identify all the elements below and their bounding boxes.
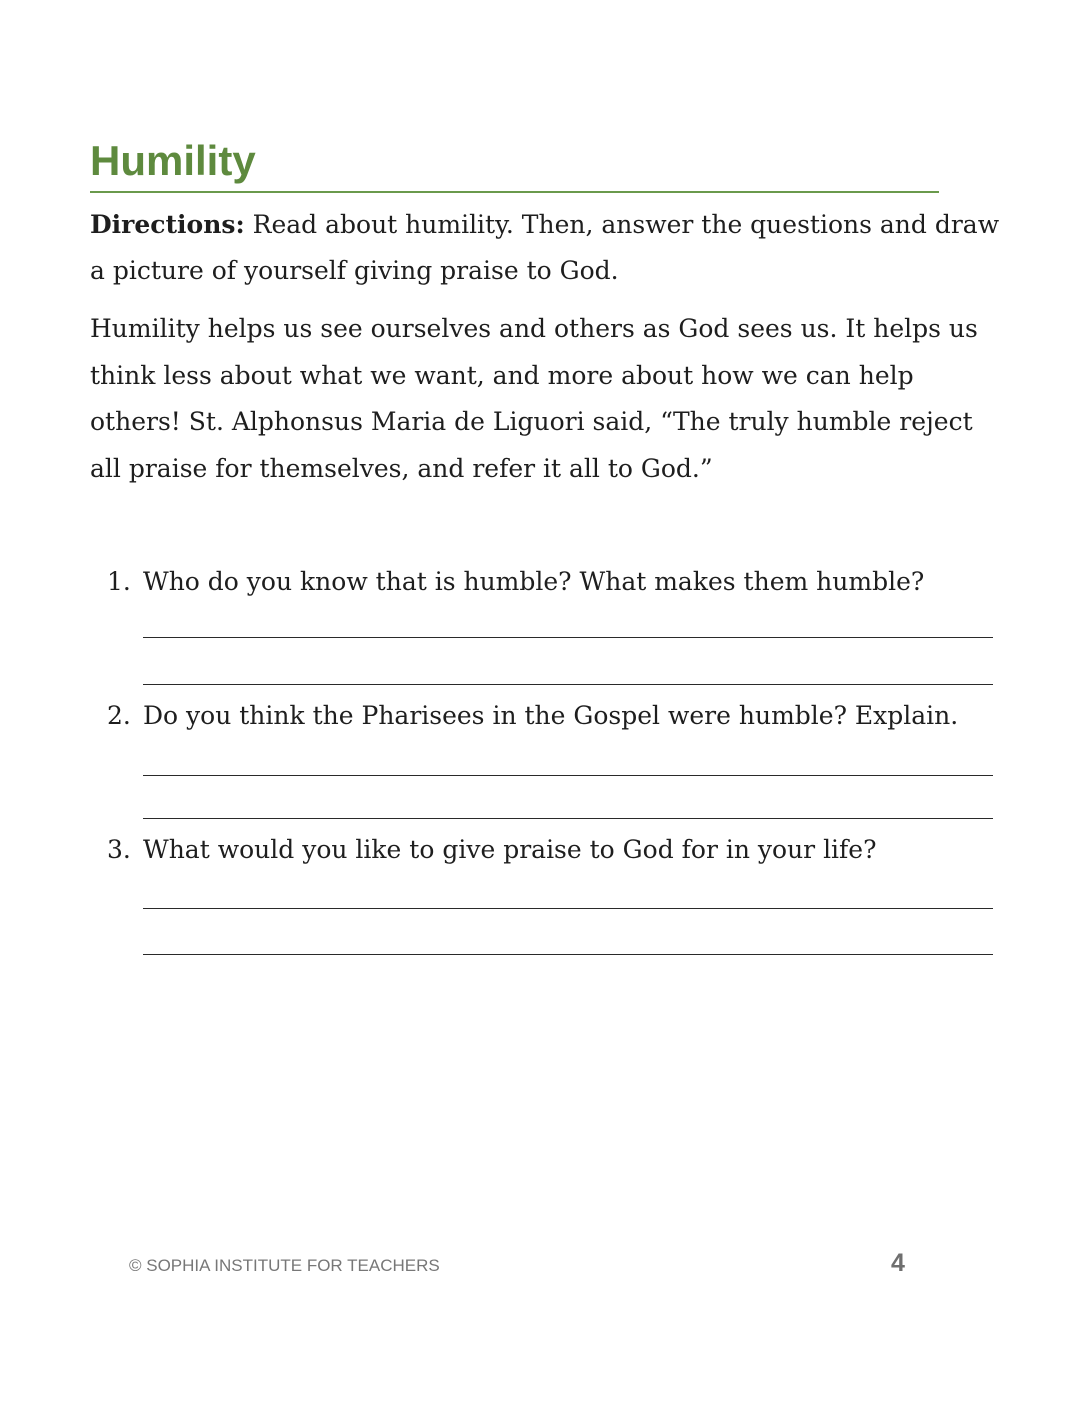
page-number: 4 — [891, 1249, 905, 1277]
answer-line[interactable] — [143, 908, 993, 909]
body-paragraph: Humility helps us see ourselves and others as God sees us. It helps us think less about what we want, and more about how we can help others! St. Alphonsus Maria de Liguori said, “The truly humble reject all praise for themselves, and refer it all to God.” — [90, 314, 978, 483]
title-divider — [90, 191, 939, 193]
footer-copyright: © SOPHIA INSTITUTE FOR TEACHERS — [129, 1256, 440, 1275]
question-text: What would you like to give praise to God for in your life? — [143, 835, 877, 864]
directions-text: Read about humility. Then, answer the questions and draw a picture of yourself giving praise to God. — [90, 210, 1000, 285]
directions — [90, 202, 1000, 294]
answer-line[interactable] — [143, 775, 993, 776]
answer-line[interactable] — [143, 818, 993, 819]
question-number: 1. — [107, 567, 131, 596]
question-text: Do you think the Pharisees in the Gospel were humble? Explain. — [143, 701, 959, 730]
answer-line[interactable] — [143, 637, 993, 638]
question-text: Who do you know that is humble? What makes them humble? — [143, 567, 925, 596]
page-title: Humility — [90, 137, 256, 184]
question-number: 2. — [107, 701, 131, 730]
directions-label: Directions: — [90, 210, 245, 239]
question-number: 3. — [107, 835, 131, 864]
answer-line[interactable] — [143, 684, 993, 685]
answer-line[interactable] — [143, 954, 993, 955]
